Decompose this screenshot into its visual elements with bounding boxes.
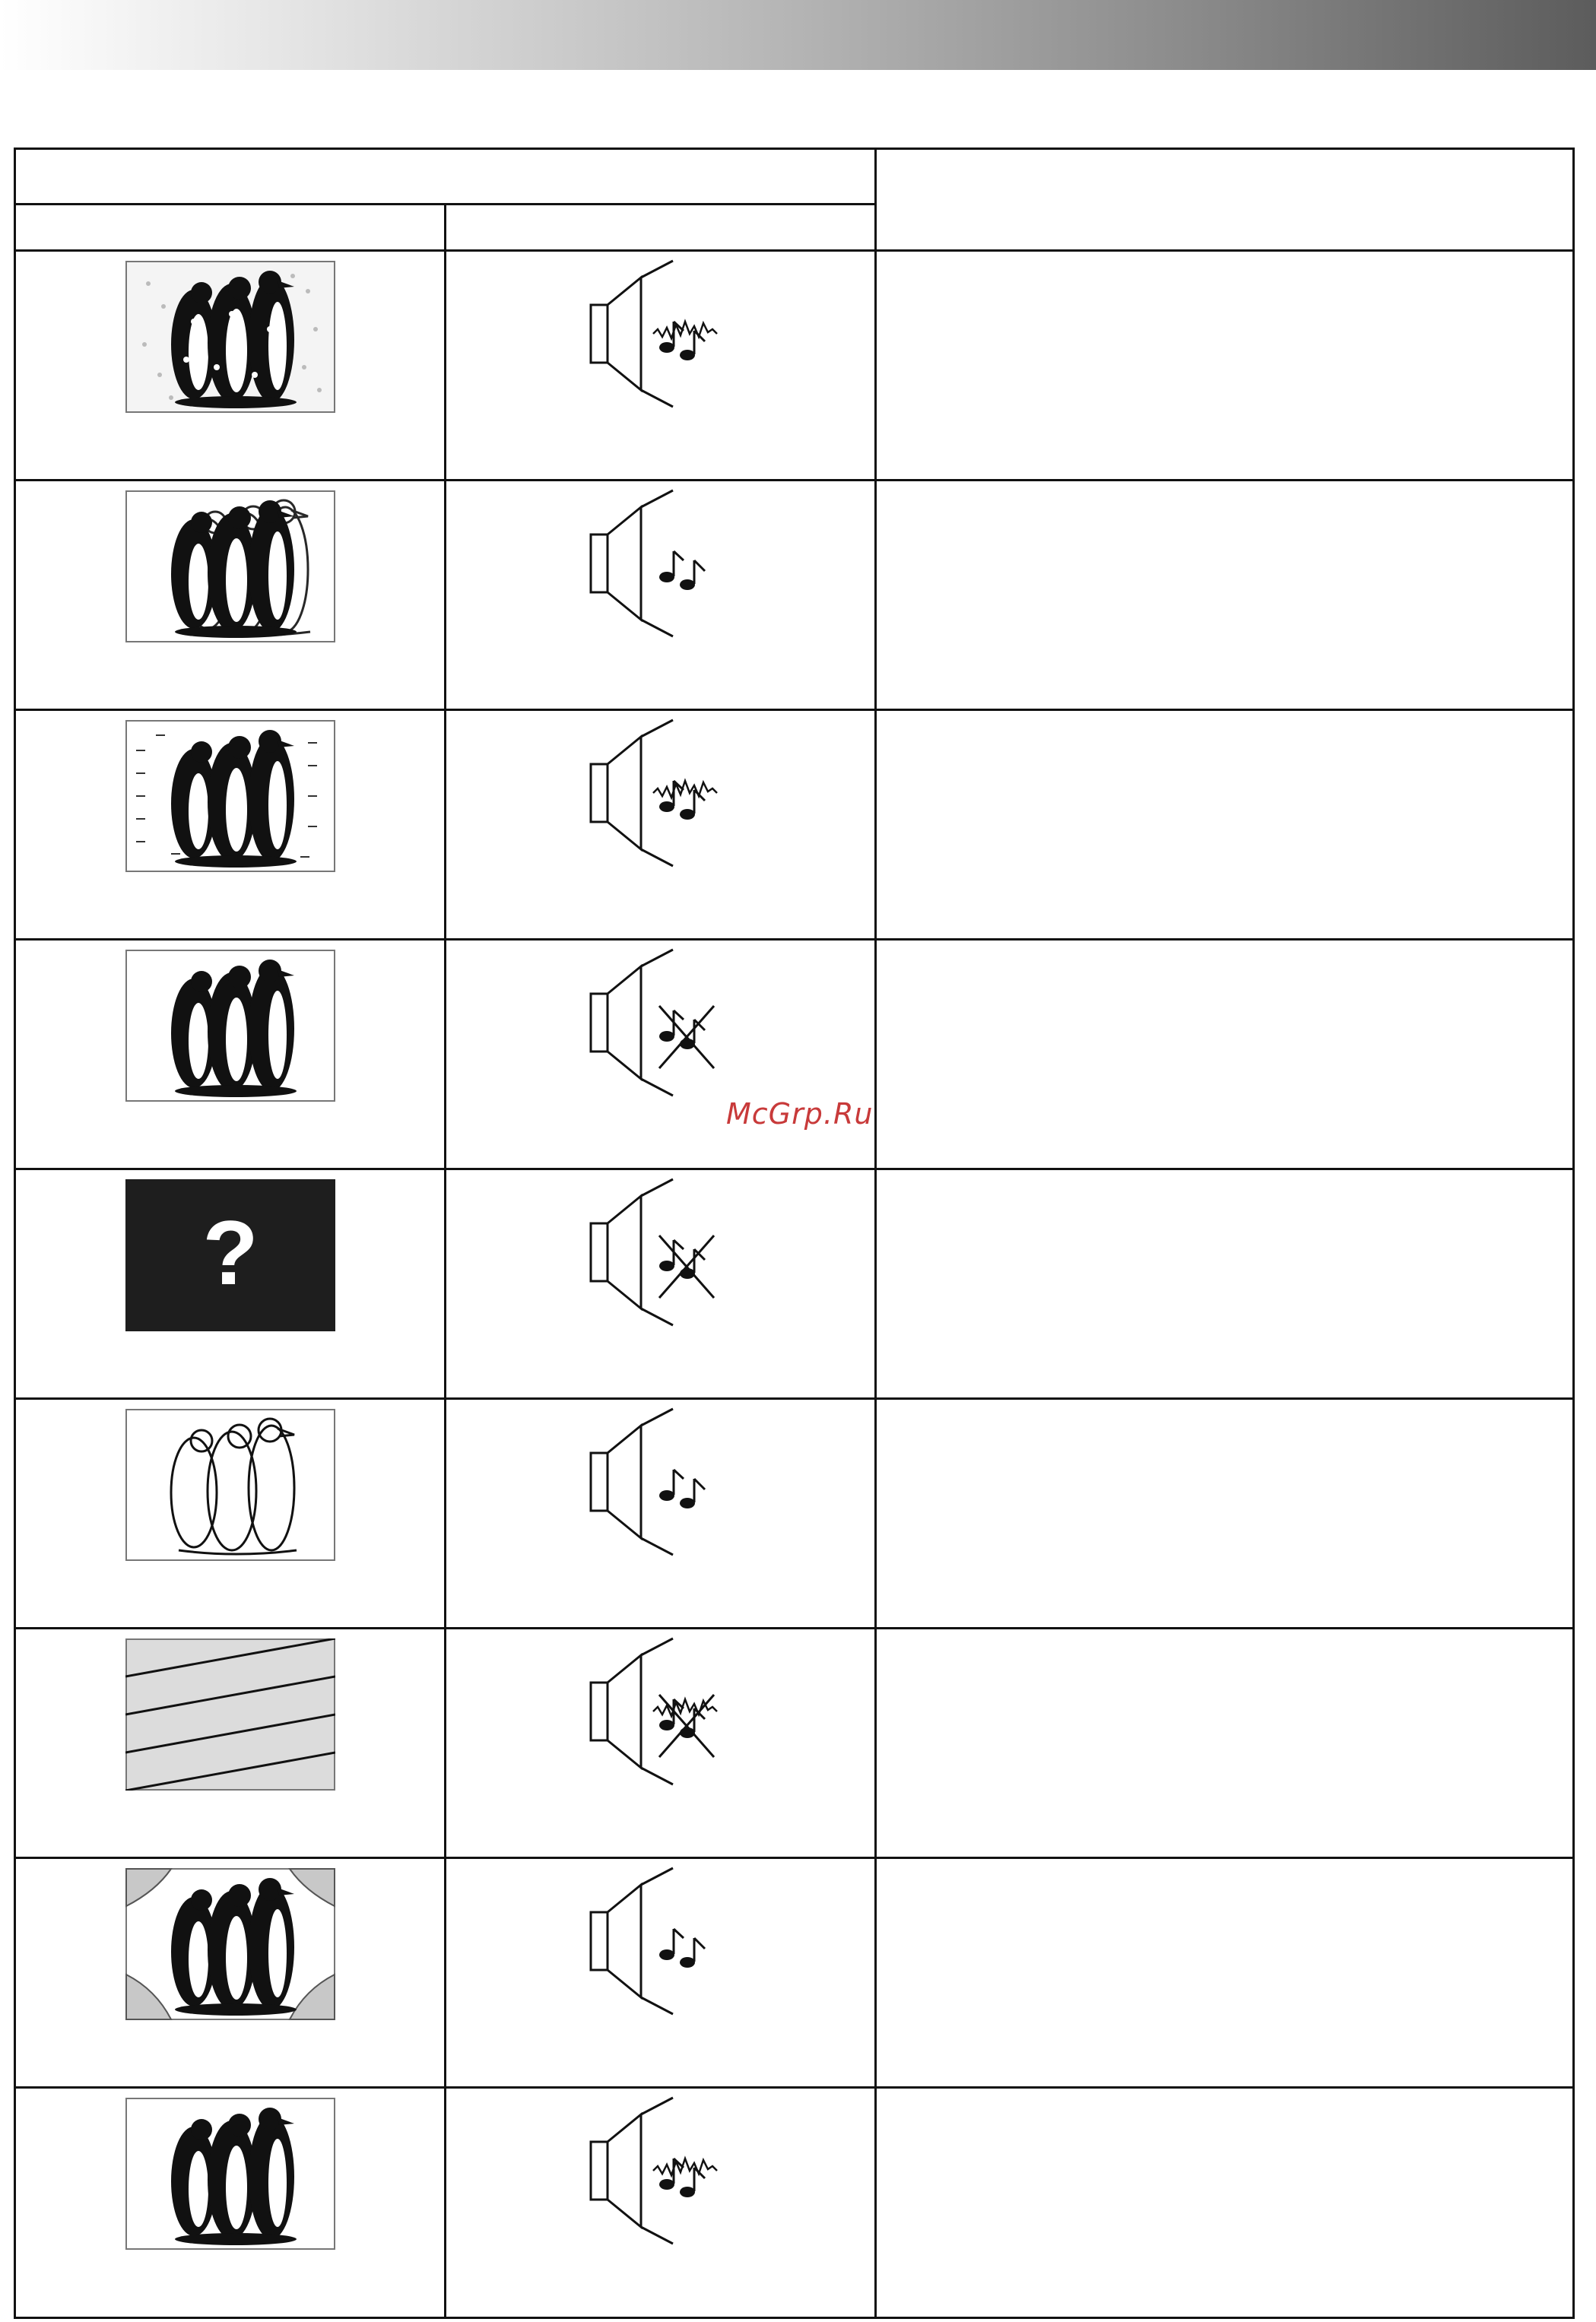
sound-cell	[446, 1629, 876, 1858]
picture-cell	[15, 1629, 446, 1858]
normal-picture-icon	[125, 950, 335, 1102]
picture-cell	[15, 481, 446, 710]
remedy-cell	[876, 1169, 1574, 1399]
faint-picture-icon	[125, 1409, 335, 1561]
picture-cell	[15, 710, 446, 940]
snowy-picture-icon	[125, 261, 335, 413]
table-row	[15, 1399, 1574, 1629]
remedy-cell	[876, 940, 1574, 1169]
sound-cell	[446, 710, 876, 940]
question-mark-icon: ?	[201, 1202, 259, 1304]
watermark-text: McGrp.Ru	[726, 1097, 874, 1131]
normal-sound-icon	[577, 1406, 744, 1558]
table-row	[15, 1629, 1574, 1858]
noisy-no-sound-icon	[577, 1635, 744, 1787]
picture-cell	[15, 940, 446, 1169]
picture-cell	[15, 1858, 446, 2088]
remedy-cell	[876, 2088, 1574, 2318]
picture-cell	[15, 2088, 446, 2318]
ghost-picture-icon	[125, 490, 335, 642]
noisy-sound-icon	[577, 258, 744, 410]
remedy-cell	[876, 1858, 1574, 2088]
sound-cell	[446, 251, 876, 481]
sound-cell	[446, 2088, 876, 2318]
table-row	[15, 710, 1574, 940]
picture-cell	[15, 1399, 446, 1629]
table-row	[15, 481, 1574, 710]
sound-cell	[446, 481, 876, 710]
color-patches-picture-icon	[125, 1868, 335, 2020]
diagonal-bars-picture-icon	[125, 1638, 335, 1791]
table-row	[15, 940, 1574, 1169]
picture-cell	[15, 251, 446, 481]
symptom-group-header	[15, 149, 876, 205]
picture-column-header	[15, 205, 446, 251]
remedy-cell	[876, 1399, 1574, 1629]
header-gradient-bar	[0, 0, 1596, 70]
remedy-cell	[876, 481, 1574, 710]
remedy-cell	[876, 251, 1574, 481]
sound-cell	[446, 940, 876, 1169]
no-sound-icon	[577, 947, 744, 1099]
remedy-cell	[876, 1629, 1574, 1858]
remedy-header	[876, 149, 1574, 251]
sound-cell	[446, 1169, 876, 1399]
sound-column-header	[446, 205, 876, 251]
table-row	[15, 2088, 1574, 2318]
table-row	[15, 251, 1574, 481]
sound-cell	[446, 1858, 876, 2088]
normal-sound-icon	[577, 1865, 744, 2017]
noisy-sound-icon	[577, 717, 744, 869]
troubleshooting-table	[14, 148, 1575, 2319]
normal-picture-icon	[125, 2098, 335, 2250]
table-row	[15, 1169, 1574, 1399]
table-row	[15, 1858, 1574, 2088]
no-sound-icon	[577, 1176, 744, 1328]
sound-cell	[446, 1399, 876, 1629]
remedy-cell	[876, 710, 1574, 940]
normal-sound-icon	[577, 487, 744, 639]
no-picture-icon	[125, 1179, 335, 1331]
noisy-sound-icon	[577, 2095, 744, 2247]
streaked-picture-icon	[125, 720, 335, 872]
picture-cell	[15, 1169, 446, 1399]
